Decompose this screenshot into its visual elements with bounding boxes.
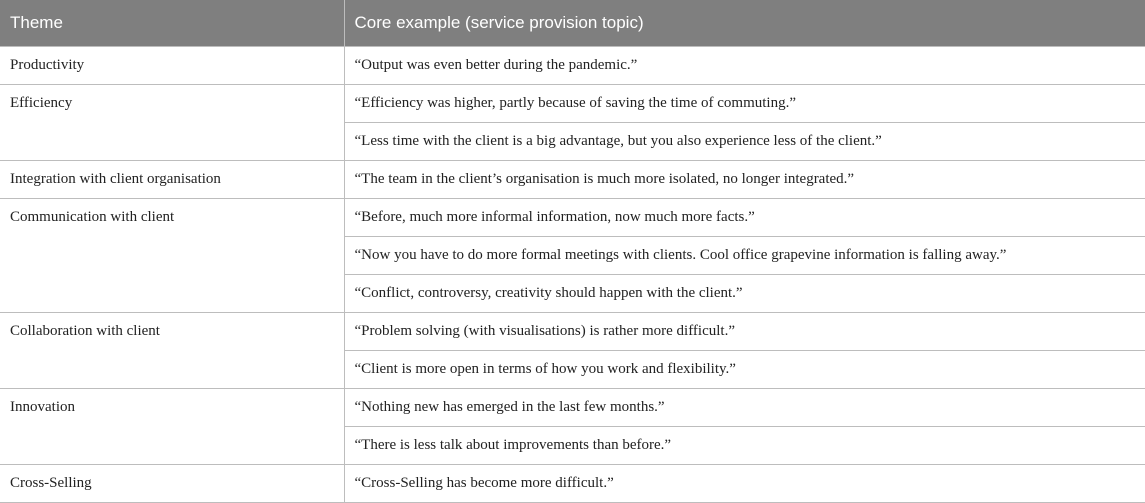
theme-cell: Cross-Selling [0, 464, 344, 502]
theme-cell: Communication with client [0, 198, 344, 312]
table-row [0, 46, 1145, 84]
example-cell: “Conflict, controversy, creativity should happen with the client.” [344, 274, 1145, 312]
table-row [0, 388, 1145, 426]
header-theme: Theme [0, 0, 344, 46]
theme-cell: Integration with client organisation [0, 160, 344, 198]
example-cell: “There is less talk about improvements than before.” [344, 426, 1145, 464]
theme-cell: Productivity [0, 46, 344, 84]
header-row [0, 0, 1145, 46]
example-cell: “Problem solving (with visualisations) is rather more difficult.” [344, 312, 1145, 350]
table-row [0, 198, 1145, 236]
theme-cell: Efficiency [0, 84, 344, 160]
example-cell: “The team in the client’s organisation is much more isolated, no longer integrated.” [344, 160, 1145, 198]
example-cell: “Now you have to do more formal meetings with clients. Cool office grapevine information is falling away.” [344, 236, 1145, 274]
example-cell: “Cross-Selling has become more difficult.” [344, 464, 1145, 502]
example-cell: “Nothing new has emerged in the last few months.” [344, 388, 1145, 426]
table-row [0, 160, 1145, 198]
example-cell: “Client is more open in terms of how you work and flexibility.” [344, 350, 1145, 388]
example-cell: “Less time with the client is a big advantage, but you also experience less of the client.” [344, 122, 1145, 160]
header-core-example: Core example (service provision topic) [344, 0, 1145, 46]
theme-cell: Collaboration with client [0, 312, 344, 388]
table-row [0, 84, 1145, 122]
example-cell: “Efficiency was higher, partly because of saving the time of commuting.” [344, 84, 1145, 122]
theme-cell: Innovation [0, 388, 344, 464]
example-cell: “Output was even better during the pandemic.” [344, 46, 1145, 84]
table-row [0, 312, 1145, 350]
table-row [0, 464, 1145, 502]
example-cell: “Before, much more informal information, now much more facts.” [344, 198, 1145, 236]
